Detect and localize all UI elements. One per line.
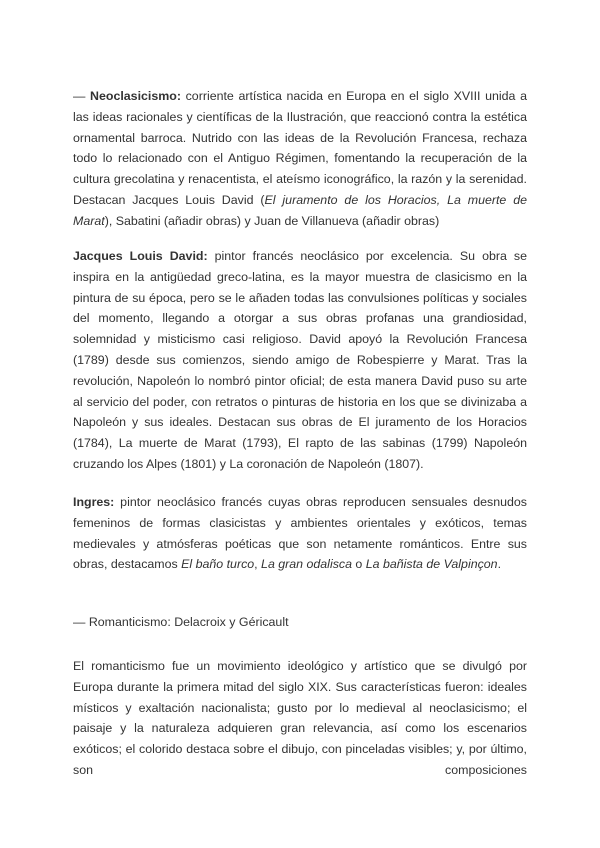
neoclasicismo-tail: ), Sabatini (añadir obras) y Juan de Villanueva (añadir obras) bbox=[104, 213, 440, 228]
separator: , bbox=[254, 557, 262, 572]
work-title: La gran odalisca bbox=[261, 557, 352, 572]
paragraph-neoclasicismo bbox=[73, 86, 527, 232]
heading-ingres: Ingres: bbox=[73, 495, 115, 509]
period: . bbox=[497, 557, 502, 572]
work-title: El baño turco bbox=[181, 557, 255, 572]
heading-david: Jacques Louis David: bbox=[73, 249, 208, 263]
work-title: La bañista de Valpinçon bbox=[365, 557, 498, 572]
neoclasicismo-text: corriente artística nacida en Europa en el siglo XVIII unida a las ideas racionales y científicas de la Ilustración, que reaccionó contra la estética ornamental barroca. Nutrido con las ideas de la Revolución Francesa, rechaza todo lo relacionado con el Antiguo Régimen, fomentando la recuperación de la cultura grecolatina y renacentista, el ateísmo iconográfico, la razón y la serenidad. Destacan Jacques Louis David ( bbox=[73, 89, 527, 207]
paragraph-romanticismo: El romanticismo fue un movimiento ideológico y artístico que se divulgó por Europa durante la primera mitad del siglo XIX. Sus características fueron: ideales místicos y exaltación nacionalista; gusto por lo medieval al neoclasicismo; el paisaje y la naturaleza adquieren gran relevancia, así como los escenarios exóticos; el colorido destaca sobre el dibujo, con pinceladas visibles; y, por último, son composiciones bbox=[73, 659, 527, 777]
paragraph-david bbox=[73, 246, 527, 475]
section-heading-romanticismo: — Romanticismo: Delacroix y Géricault bbox=[73, 615, 289, 629]
separator: o bbox=[351, 557, 366, 572]
heading-neoclasicismo: Neoclasicismo: bbox=[90, 89, 181, 103]
david-text: pintor francés neoclásico por excelencia. Su obra se inspira en la antigüedad greco-latina, es la mayor muestra de clasicismo en la pintura de su época, pero se le añaden todas las convulsiones políticas y sociales del momento, llegando a otorgar a sus obras profanas una grandiosidad, solemnidad y misticismo casi religioso. David apoyó la Revolución Francesa (1789) desde sus comienzos, siendo amigo de Robespierre y Marat. Tras la revolución, Napoleón lo nombró pintor oficial; de esta manera David puso su arte al servicio del poder, con retratos o pinturas de historia en los que se divinizaba a Napoleón y sus ideales. Destacan sus obras de El juramento de los Horacios (1784), La muerte de Marat (1793), El rapto de las sabinas (1799) Napoleón cruzando los Alpes (1801) y La coronación de Napoleón (1807). bbox=[73, 249, 527, 471]
work-title: La muerte de Marat bbox=[73, 192, 527, 228]
ingres-text: pintor neoclásico francés cuyas obras reproducen sensuales desnudos femeninos de formas clasicistas y ambientes orientales y exóticos, temas medievales y atmósferas poéticas que son netamente románticos. Entre sus obras, destacamos bbox=[73, 495, 527, 572]
work-title: El juramento de los Horacios bbox=[264, 192, 437, 207]
work-separator: , bbox=[436, 192, 448, 207]
paragraph-ingres bbox=[73, 492, 527, 575]
dash: — bbox=[73, 89, 91, 103]
